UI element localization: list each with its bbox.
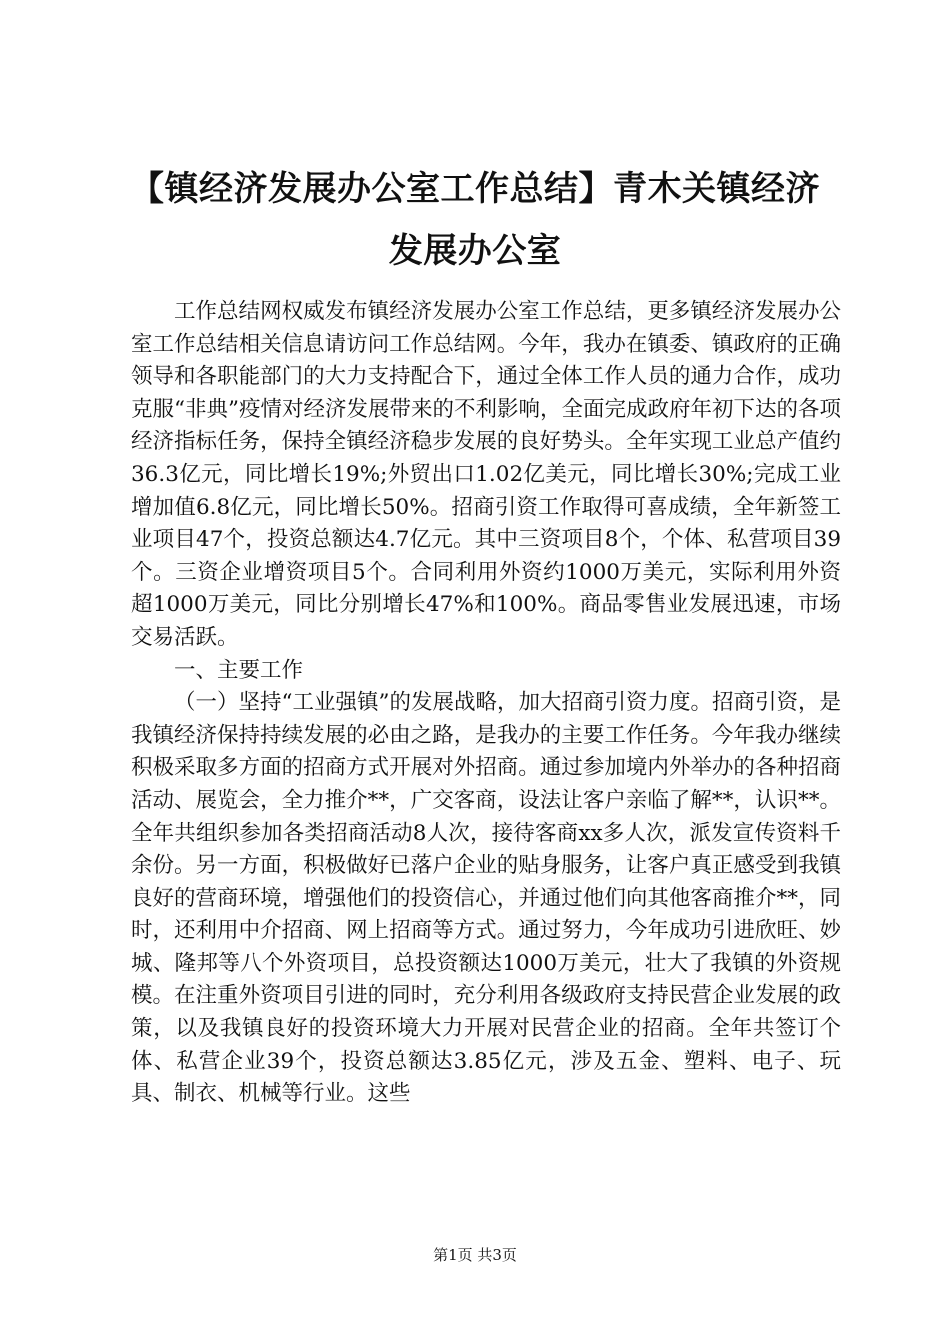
section-paragraph: （一）坚持“工业强镇”的发展战略，加大招商引资力度。招商引资，是我镇经济保持持续发展的必由之路，是我办的主要工作任务。今年我办继续积极采取多方面的招商方式开展对外招商。通过参加境内外举办的各种招商活动、展览会，全力推介**，广交客商，设法让客户亲临了解**，认识**。全年共组织参加各类招商活动8人次，接待客商xx多人次，派发宣传资料千余份。另一方面，积极做好已落户企业的贴身服务，让客户真正感受到我镇良好的营商环境，增强他们的投资信心，并通过他们向其他客商推介**，同时，还利用中介招商、网上招商等方式。通过努力，今年成功引进欣旺、妙城、隆邦等八个外资项目，总投资额达1000万美元，壮大了我镇的外资规模。在注重外资项目引进的同时，充分利用各级政府支持民营企业发展的政策，以及我镇良好的投资环境大力开展对民营企业的招商。全年共签订个体、私营企业39个，投资总额达3.85亿元，涉及五金、塑料、电子、玩具、制衣、机械等行业。这些 bbox=[131, 690, 841, 1107]
section-heading: 一、主要工作 bbox=[174, 657, 304, 683]
document-body bbox=[131, 296, 841, 1111]
document-title: 【镇经济发展办公室工作总结】青木关镇经济发展办公室 bbox=[130, 169, 820, 271]
page-number: 第1页 共3页 bbox=[433, 1246, 517, 1264]
intro-paragraph: 工作总结网权威发布镇经济发展办公室工作总结，更多镇经济发展办公室工作总结相关信息请访问工作总结网。今年，我办在镇委、镇政府的正确领导和各职能部门的大力支持配合下，通过全体工作人员的通力合作，成功克服“非典”疫情对经济发展带来的不利影响，全面完成政府年初下达的各项经济指标任务，保持全镇经济稳步发展的良好势头。全年实现工业总产值约36.3亿元，同比增长19%;外贸出口1.02亿美元，同比增长30%;完成工业增加值6.8亿元，同比增长50%。招商引资工作取得可喜成绩，全年新签工业项目47个，投资总额达4.7亿元。其中三资项目8个，个体、私营项目39个。三资企业增资项目5个。合同利用外资约1000万美元，实际利用外资超1000万美元，同比分别增长47%和100%。商品零售业发展迅速，市场交易活跃。 bbox=[131, 299, 841, 650]
